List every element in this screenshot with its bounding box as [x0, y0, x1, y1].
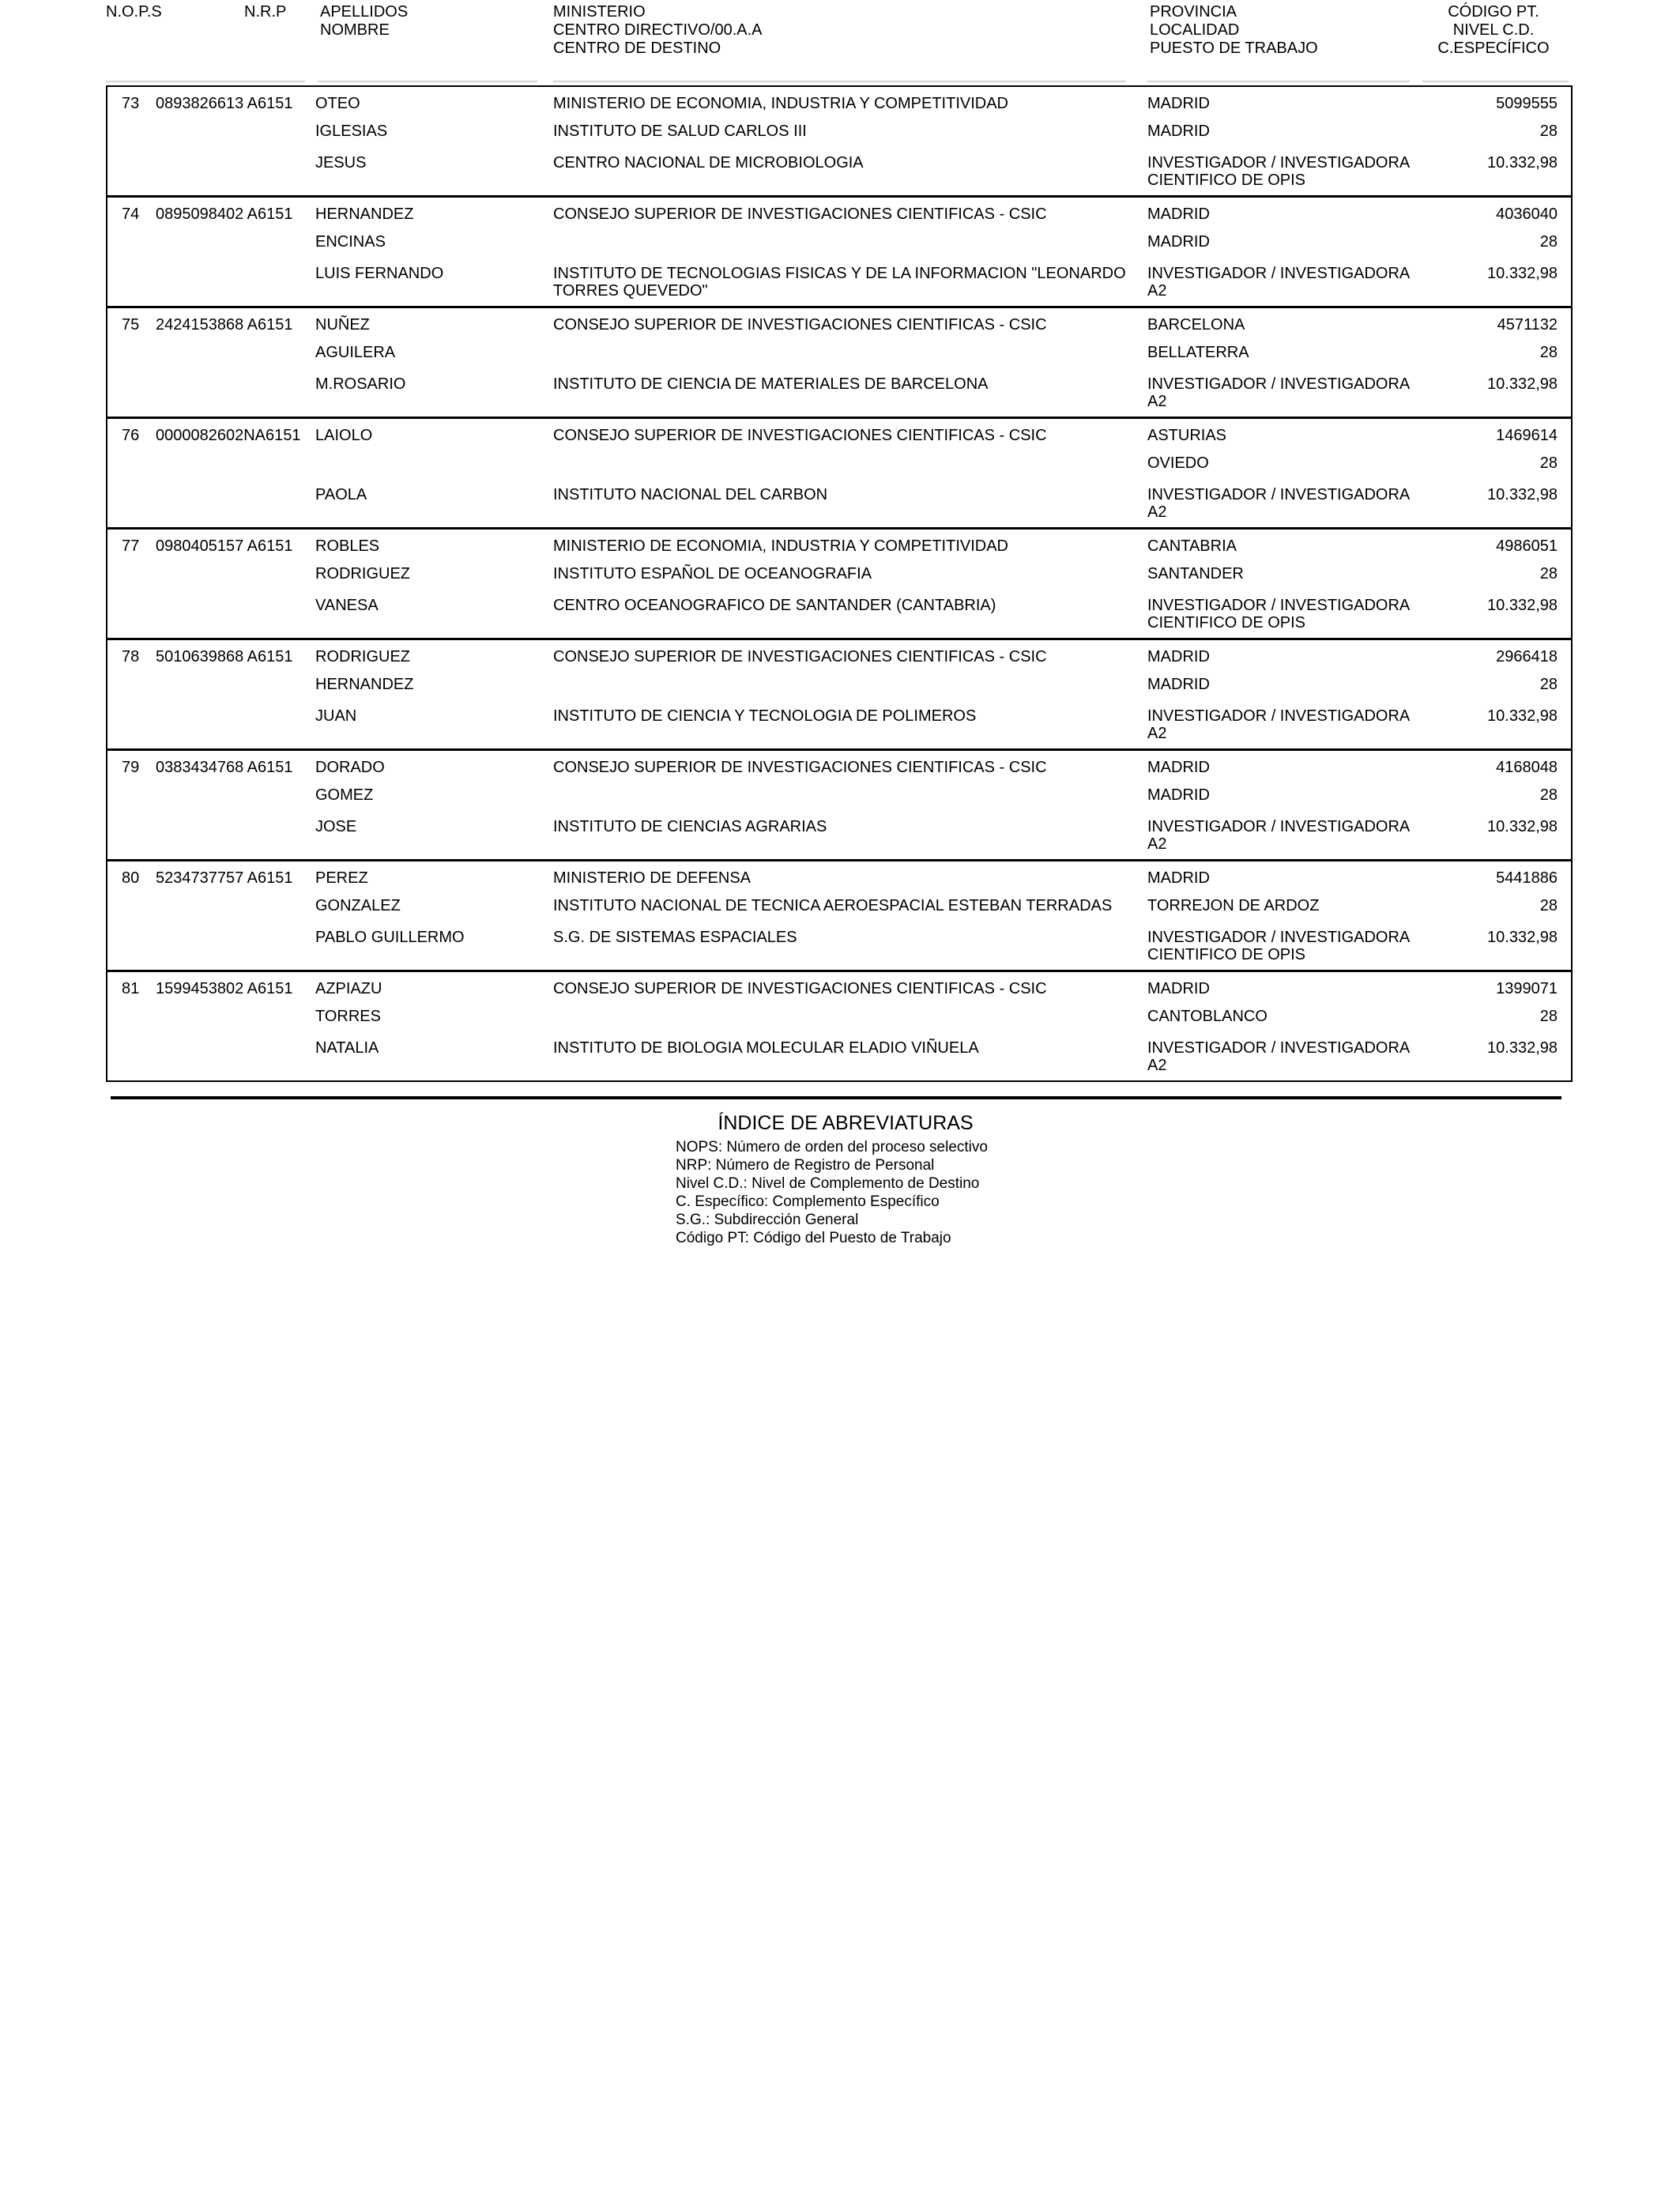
- cell-especifico: 10.332,98: [1487, 265, 1558, 282]
- cell-provincia: MADRID: [1147, 759, 1210, 776]
- abbreviation-line: S.G.: Subdirección General: [676, 1212, 859, 1228]
- cell-nops: 78: [122, 648, 140, 665]
- cell-centro-destino-2: TORRES QUEVEDO": [553, 282, 708, 300]
- cell-nrp: 1599453802 A6151: [156, 980, 293, 997]
- cell-especifico: 10.332,98: [1487, 597, 1558, 614]
- abbreviation-line: NOPS: Número de orden del proceso selectivo: [676, 1139, 988, 1155]
- cell-puesto-1: INVESTIGADOR / INVESTIGADORA: [1147, 929, 1411, 946]
- cell-nombre: LUIS FERNANDO: [315, 265, 444, 282]
- cell-apellido1: PEREZ: [315, 869, 368, 887]
- cell-apellido1: DORADO: [315, 759, 385, 776]
- cell-nops: 81: [122, 980, 140, 997]
- cell-ministerio: CONSEJO SUPERIOR DE INVESTIGACIONES CIENTIFICAS - CSIC: [553, 316, 1047, 334]
- header-underline: [106, 81, 305, 82]
- cell-provincia: MADRID: [1147, 648, 1210, 665]
- cell-especifico: 10.332,98: [1487, 707, 1558, 725]
- cell-nrp: 0000082602NA6151: [156, 427, 301, 444]
- abbreviation-line: C. Específico: Complemento Específico: [676, 1193, 940, 1210]
- table-row: [107, 751, 1571, 861]
- cell-puesto-1: INVESTIGADOR / INVESTIGADORA: [1147, 818, 1411, 835]
- cell-ministerio: CONSEJO SUPERIOR DE INVESTIGACIONES CIENTIFICAS - CSIC: [553, 205, 1047, 223]
- cell-especifico: 10.332,98: [1487, 929, 1558, 946]
- table-row: [107, 640, 1571, 751]
- cell-centro-destino-1: S.G. DE SISTEMAS ESPACIALES: [553, 929, 797, 946]
- cell-provincia: MADRID: [1147, 95, 1210, 112]
- cell-centro-destino-1: CENTRO OCEANOGRAFICO DE SANTANDER (CANTABRIA): [553, 597, 996, 614]
- cell-nivel: 28: [1539, 897, 1558, 914]
- cell-nivel: 28: [1539, 344, 1558, 361]
- cell-nombre: PAOLA: [315, 486, 367, 503]
- header-provincia-puesto: PROVINCIA LOCALIDAD PUESTO DE TRABAJO: [1150, 3, 1318, 57]
- cell-especifico: 10.332,98: [1487, 486, 1558, 503]
- table-row: [107, 87, 1571, 198]
- cell-centro-directivo: INSTITUTO ESPAÑOL DE OCEANOGRAFIA: [553, 565, 872, 582]
- abbreviations-index: [676, 1111, 1015, 1247]
- cell-especifico: 10.332,98: [1487, 154, 1558, 172]
- table-row: [107, 308, 1571, 419]
- cell-localidad: MADRID: [1147, 123, 1210, 140]
- cell-puesto-2: A2: [1147, 725, 1167, 742]
- cell-nombre: PABLO GUILLERMO: [315, 929, 465, 946]
- cell-codigo: 5441886: [1496, 869, 1558, 887]
- cell-nops: 73: [122, 95, 140, 112]
- header-underline: [1147, 81, 1410, 82]
- header-underline: [318, 81, 537, 82]
- cell-codigo: 4986051: [1496, 537, 1558, 555]
- header-codigo-nivel-especifico: CÓDIGO PT. NIVEL C.D. C.ESPECÍFICO: [1437, 3, 1550, 57]
- cell-puesto-1: INVESTIGADOR / INVESTIGADORA: [1147, 1039, 1411, 1057]
- cell-puesto-2: CIENTIFICO DE OPIS: [1147, 614, 1306, 631]
- abbreviation-line: Nivel C.D.: Nivel de Complemento de Destino: [676, 1175, 980, 1192]
- cell-centro-directivo: INSTITUTO NACIONAL DE TECNICA AEROESPACIAL ESTEBAN TERRADAS: [553, 897, 1113, 914]
- cell-nivel: 28: [1539, 454, 1558, 472]
- cell-nivel: 28: [1539, 676, 1558, 693]
- cell-puesto-1: INVESTIGADOR / INVESTIGADORA: [1147, 375, 1411, 393]
- cell-apellido2: IGLESIAS: [315, 123, 388, 140]
- cell-codigo: 4036040: [1496, 205, 1558, 223]
- cell-especifico: 10.332,98: [1487, 1039, 1558, 1057]
- table-row: [107, 419, 1571, 530]
- cell-nrp: 0895098402 A6151: [156, 205, 293, 223]
- cell-apellido2: GOMEZ: [315, 786, 374, 804]
- cell-nrp: 5234737757 A6151: [156, 869, 293, 887]
- cell-nrp: 0893826613 A6151: [156, 95, 293, 112]
- header-nrp: N.R.P: [244, 3, 287, 21]
- cell-apellido1: NUÑEZ: [315, 316, 370, 334]
- cell-centro-destino-1: INSTITUTO DE BIOLOGIA MOLECULAR ELADIO VIÑUELA: [553, 1039, 979, 1057]
- cell-nombre: M.ROSARIO: [315, 375, 406, 393]
- section-divider: [111, 1096, 1561, 1099]
- table-row: [107, 972, 1571, 1080]
- cell-provincia: MADRID: [1147, 869, 1210, 887]
- cell-puesto-1: INVESTIGADOR / INVESTIGADORA: [1147, 486, 1411, 503]
- cell-nivel: 28: [1539, 123, 1558, 140]
- cell-localidad: CANTOBLANCO: [1147, 1008, 1268, 1025]
- cell-apellido1: RODRIGUEZ: [315, 648, 410, 665]
- cell-centro-destino-1: INSTITUTO DE TECNOLOGIAS FISICAS Y DE LA INFORMACION "LEONARDO: [553, 265, 1126, 282]
- cell-provincia: BARCELONA: [1147, 316, 1245, 334]
- cell-nrp: 5010639868 A6151: [156, 648, 293, 665]
- abbreviation-line: Código PT: Código del Puesto de Trabajo: [676, 1230, 951, 1246]
- cell-localidad: BELLATERRA: [1147, 344, 1249, 361]
- cell-nrp: 0980405157 A6151: [156, 537, 293, 555]
- abbreviations-list: [676, 1138, 1015, 1247]
- header-underline: [1422, 81, 1569, 82]
- table-row: [107, 198, 1571, 308]
- cell-puesto-1: INVESTIGADOR / INVESTIGADORA: [1147, 707, 1411, 725]
- cell-nops: 74: [122, 205, 140, 223]
- cell-provincia: CANTABRIA: [1147, 537, 1237, 555]
- header-apellidos-nombre: APELLIDOS NOMBRE: [320, 3, 409, 39]
- cell-apellido1: HERNANDEZ: [315, 205, 414, 223]
- cell-centro-destino-1: CENTRO NACIONAL DE MICROBIOLOGIA: [553, 154, 864, 172]
- cell-nombre: JOSE: [315, 818, 357, 835]
- abbreviation-line: NRP: Número de Registro de Personal: [676, 1157, 935, 1174]
- cell-codigo: 4168048: [1496, 759, 1558, 776]
- cell-codigo: 4571132: [1497, 316, 1558, 334]
- cell-ministerio: CONSEJO SUPERIOR DE INVESTIGACIONES CIENTIFICAS - CSIC: [553, 648, 1047, 665]
- cell-nops: 79: [122, 759, 140, 776]
- cell-provincia: ASTURIAS: [1147, 427, 1227, 444]
- cell-ministerio: MINISTERIO DE ECONOMIA, INDUSTRIA Y COMPETITIVIDAD: [553, 95, 1008, 112]
- cell-provincia: MADRID: [1147, 205, 1210, 223]
- cell-apellido1: OTEO: [315, 95, 360, 112]
- cell-centro-destino-1: INSTITUTO DE CIENCIAS AGRARIAS: [553, 818, 827, 835]
- cell-puesto-2: A2: [1147, 282, 1167, 300]
- cell-nops: 75: [122, 316, 140, 334]
- cell-nombre: JESUS: [315, 154, 367, 172]
- cell-puesto-2: A2: [1147, 393, 1167, 410]
- cell-nivel: 28: [1539, 786, 1558, 804]
- cell-apellido1: ROBLES: [315, 537, 380, 555]
- cell-nops: 80: [122, 869, 140, 887]
- cell-puesto-1: INVESTIGADOR / INVESTIGADORA: [1147, 265, 1411, 282]
- cell-apellido2: AGUILERA: [315, 344, 396, 361]
- cell-apellido1: AZPIAZU: [315, 980, 382, 997]
- cell-nrp: 0383434768 A6151: [156, 759, 293, 776]
- cell-ministerio: MINISTERIO DE DEFENSA: [553, 869, 751, 887]
- header-nops: N.O.P.S: [106, 3, 162, 21]
- cell-centro-destino-1: INSTITUTO NACIONAL DEL CARBON: [553, 486, 828, 503]
- cell-ministerio: CONSEJO SUPERIOR DE INVESTIGACIONES CIENTIFICAS - CSIC: [553, 980, 1047, 997]
- cell-puesto-2: A2: [1147, 503, 1167, 521]
- cell-localidad: MADRID: [1147, 233, 1210, 251]
- cell-ministerio: CONSEJO SUPERIOR DE INVESTIGACIONES CIENTIFICAS - CSIC: [553, 427, 1047, 444]
- cell-localidad: OVIEDO: [1147, 454, 1209, 472]
- cell-apellido2: GONZALEZ: [315, 897, 401, 914]
- cell-localidad: MADRID: [1147, 676, 1210, 693]
- cell-nops: 76: [122, 427, 140, 444]
- header-underline: [553, 81, 1126, 82]
- cell-puesto-2: CIENTIFICO DE OPIS: [1147, 172, 1306, 189]
- cell-puesto-2: A2: [1147, 835, 1167, 853]
- cell-ministerio: CONSEJO SUPERIOR DE INVESTIGACIONES CIENTIFICAS - CSIC: [553, 759, 1047, 776]
- cell-codigo: 1469614: [1496, 427, 1558, 444]
- cell-apellido1: LAIOLO: [315, 427, 373, 444]
- cell-apellido2: TORRES: [315, 1008, 381, 1025]
- cell-nops: 77: [122, 537, 140, 555]
- cell-puesto-2: CIENTIFICO DE OPIS: [1147, 946, 1306, 963]
- cell-nrp: 2424153868 A6151: [156, 316, 293, 334]
- cell-codigo: 1399071: [1496, 980, 1558, 997]
- cell-localidad: MADRID: [1147, 786, 1210, 804]
- cell-centro-destino-1: INSTITUTO DE CIENCIA DE MATERIALES DE BARCELONA: [553, 375, 989, 393]
- cell-codigo: 2966418: [1496, 648, 1558, 665]
- cell-localidad: TORREJON DE ARDOZ: [1147, 897, 1320, 914]
- cell-provincia: MADRID: [1147, 980, 1210, 997]
- cell-nivel: 28: [1539, 565, 1558, 582]
- cell-centro-destino-1: INSTITUTO DE CIENCIA Y TECNOLOGIA DE POLIMEROS: [553, 707, 977, 725]
- cell-apellido2: HERNANDEZ: [315, 676, 414, 693]
- cell-codigo: 5099555: [1496, 95, 1558, 112]
- cell-nombre: NATALIA: [315, 1039, 379, 1057]
- table-row: [107, 861, 1571, 972]
- cell-puesto-1: INVESTIGADOR / INVESTIGADORA: [1147, 597, 1411, 614]
- cell-apellido2: RODRIGUEZ: [315, 565, 410, 582]
- cell-nombre: JUAN: [315, 707, 357, 725]
- cell-localidad: SANTANDER: [1147, 565, 1244, 582]
- table-row: [107, 530, 1571, 640]
- abbreviations-title: ÍNDICE DE ABREVIATURAS: [718, 1112, 974, 1134]
- cell-nivel: 28: [1539, 1008, 1558, 1025]
- cell-centro-directivo: INSTITUTO DE SALUD CARLOS III: [553, 123, 807, 140]
- records-table: [106, 85, 1573, 1082]
- cell-especifico: 10.332,98: [1487, 818, 1558, 835]
- cell-puesto-2: A2: [1147, 1057, 1167, 1074]
- cell-apellido2: ENCINAS: [315, 233, 386, 251]
- cell-puesto-1: INVESTIGADOR / INVESTIGADORA: [1147, 154, 1411, 172]
- cell-ministerio: MINISTERIO DE ECONOMIA, INDUSTRIA Y COMPETITIVIDAD: [553, 537, 1008, 555]
- cell-nombre: VANESA: [315, 597, 379, 614]
- cell-especifico: 10.332,98: [1487, 375, 1558, 393]
- header-ministerio-centro: MINISTERIO CENTRO DIRECTIVO/00.A.A CENTRO DE DESTINO: [553, 3, 763, 57]
- cell-nivel: 28: [1539, 233, 1558, 251]
